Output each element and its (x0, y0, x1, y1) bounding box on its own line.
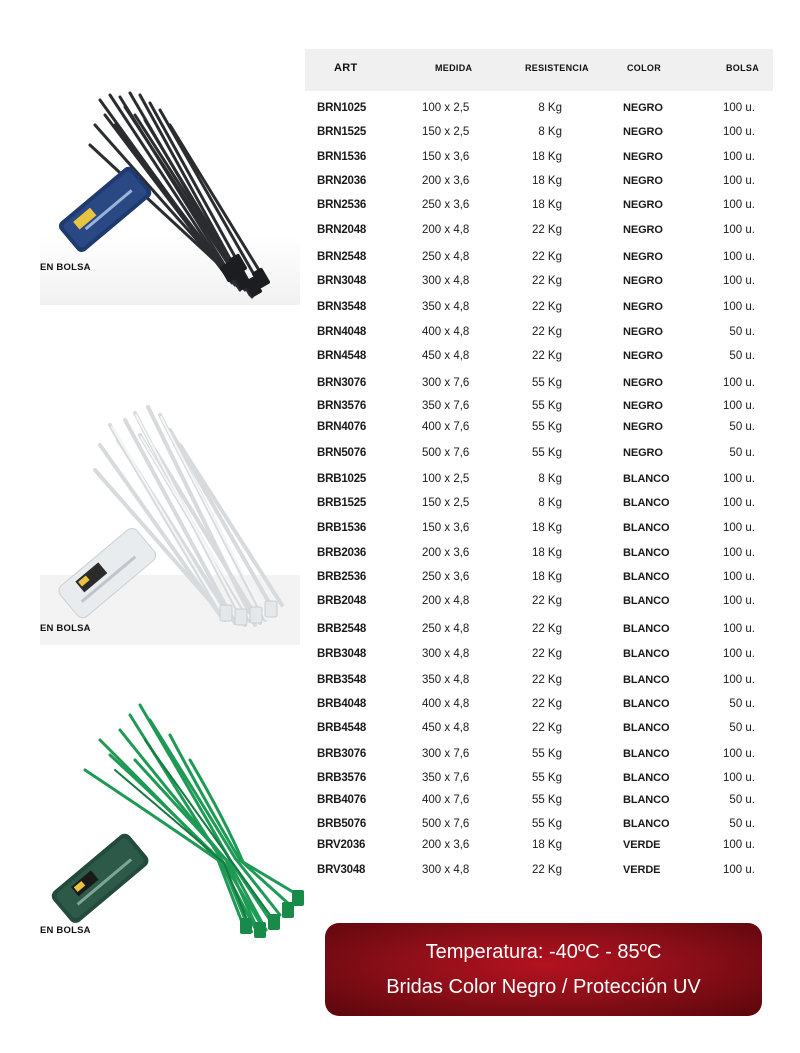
cell-color: BLANCO (623, 623, 670, 635)
cell-bolsa: 50 u. (729, 818, 755, 830)
cell-resistencia: 22 Kg (531, 623, 562, 635)
cell-resistencia: 18 Kg (531, 547, 562, 559)
cell-bolsa: 100 u. (723, 623, 755, 635)
cell-art: BRB2536 (317, 571, 367, 583)
cell-resistencia: 22 Kg (531, 722, 562, 734)
header-medida: MEDIDA (435, 63, 473, 73)
table-row (305, 326, 773, 344)
cell-resistencia: 8 Kg (538, 497, 562, 509)
cell-medida: 200 x 4,8 (422, 224, 470, 236)
table-row (305, 377, 773, 395)
cell-bolsa: 50 u. (729, 447, 755, 459)
banner-temperature: Temperatura: -40ºC - 85ºC (425, 941, 662, 963)
header-resistencia: RESISTENCIA (525, 63, 589, 73)
cell-resistencia: 22 Kg (531, 698, 562, 710)
cell-color: NEGRO (623, 251, 663, 263)
en-bolsa-label-black: EN BOLSA (40, 262, 91, 273)
cell-resistencia: 55 Kg (531, 377, 562, 389)
cell-bolsa: 100 u. (723, 674, 755, 686)
cell-art: BRB2548 (317, 623, 367, 635)
cell-color: BLANCO (623, 571, 670, 583)
cell-art: BRN3548 (317, 301, 367, 313)
cell-bolsa: 50 u. (729, 698, 755, 710)
table-row (305, 648, 773, 666)
cell-color: BLANCO (623, 473, 670, 485)
cell-color: NEGRO (623, 301, 663, 313)
cell-art: BRB1536 (317, 522, 367, 534)
cell-color: NEGRO (623, 326, 663, 338)
cell-resistencia: 18 Kg (531, 151, 562, 163)
table-row (305, 175, 773, 193)
cell-bolsa: 100 u. (723, 377, 755, 389)
cell-medida: 200 x 3,6 (422, 175, 470, 187)
cell-color: BLANCO (623, 547, 670, 559)
cell-art: BRN4548 (317, 350, 367, 362)
table-row (305, 722, 773, 740)
cell-color: BLANCO (623, 698, 670, 710)
cell-color: NEGRO (623, 350, 663, 362)
cell-color: VERDE (623, 839, 661, 851)
cell-bolsa: 50 u. (729, 421, 755, 433)
cell-medida: 400 x 4,8 (422, 326, 470, 338)
table-row (305, 350, 773, 368)
cell-art: BRN5076 (317, 447, 367, 459)
cell-color: BLANCO (623, 497, 670, 509)
cell-bolsa: 50 u. (729, 794, 755, 806)
cell-resistencia: 55 Kg (531, 818, 562, 830)
cell-color: BLANCO (623, 722, 670, 734)
cell-resistencia: 22 Kg (531, 350, 562, 362)
cell-art: BRB4548 (317, 722, 367, 734)
black-cable-ties-photo (40, 85, 300, 310)
cell-medida: 450 x 4,8 (422, 722, 470, 734)
en-bolsa-label-green: EN BOLSA (40, 925, 91, 936)
cell-art: BRB5076 (317, 818, 367, 830)
cell-medida: 400 x 4,8 (422, 698, 470, 710)
table-row (305, 473, 773, 491)
table-row (305, 839, 773, 857)
cell-art: BRB4076 (317, 794, 367, 806)
cell-color: BLANCO (623, 648, 670, 660)
table-row (305, 794, 773, 812)
cell-medida: 250 x 4,8 (422, 623, 470, 635)
info-banner (325, 923, 762, 1016)
cell-medida: 150 x 3,6 (422, 522, 470, 534)
cell-color: NEGRO (623, 199, 663, 211)
cell-resistencia: 22 Kg (531, 864, 562, 876)
table-row (305, 818, 773, 836)
cell-medida: 350 x 7,6 (422, 772, 470, 784)
cell-art: BRN1536 (317, 151, 367, 163)
cell-resistencia: 55 Kg (531, 400, 562, 412)
cell-resistencia: 55 Kg (531, 772, 562, 784)
cell-resistencia: 18 Kg (531, 522, 562, 534)
cell-medida: 250 x 3,6 (422, 199, 470, 211)
cell-color: NEGRO (623, 151, 663, 163)
cell-bolsa: 100 u. (723, 864, 755, 876)
cell-resistencia: 22 Kg (531, 674, 562, 686)
cell-bolsa: 100 u. (723, 522, 755, 534)
cell-bolsa: 100 u. (723, 547, 755, 559)
cell-resistencia: 55 Kg (531, 421, 562, 433)
cell-color: VERDE (623, 864, 661, 876)
cell-medida: 150 x 2,5 (422, 497, 470, 509)
cell-medida: 250 x 3,6 (422, 571, 470, 583)
cell-resistencia: 18 Kg (531, 571, 562, 583)
cell-art: BRB1525 (317, 497, 367, 509)
cell-color: NEGRO (623, 175, 663, 187)
cell-resistencia: 8 Kg (538, 473, 562, 485)
table-row (305, 698, 773, 716)
cell-art: BRN2036 (317, 175, 367, 187)
cell-color: BLANCO (623, 772, 670, 784)
table-row (305, 595, 773, 613)
cell-medida: 300 x 7,6 (422, 748, 470, 760)
cell-color: NEGRO (623, 377, 663, 389)
table-row (305, 497, 773, 515)
cell-medida: 200 x 4,8 (422, 595, 470, 607)
cell-bolsa: 100 u. (723, 400, 755, 412)
table-row (305, 748, 773, 766)
cell-art: BRB2048 (317, 595, 367, 607)
cell-bolsa: 50 u. (729, 350, 755, 362)
cell-medida: 300 x 4,8 (422, 648, 470, 660)
table-row (305, 421, 773, 439)
cell-bolsa: 100 u. (723, 151, 755, 163)
cell-resistencia: 22 Kg (531, 301, 562, 313)
cell-color: NEGRO (623, 275, 663, 287)
en-bolsa-label-white: EN BOLSA (40, 623, 91, 634)
cell-resistencia: 22 Kg (531, 224, 562, 236)
table-row (305, 102, 773, 120)
cell-resistencia: 22 Kg (531, 595, 562, 607)
table-row (305, 623, 773, 641)
table-row (305, 199, 773, 217)
cell-medida: 100 x 2,5 (422, 473, 470, 485)
cell-color: NEGRO (623, 224, 663, 236)
cell-bolsa: 100 u. (723, 199, 755, 211)
table-header (305, 49, 773, 91)
cell-medida: 500 x 7,6 (422, 818, 470, 830)
cell-bolsa: 100 u. (723, 595, 755, 607)
table-row (305, 275, 773, 293)
cell-resistencia: 22 Kg (531, 251, 562, 263)
cell-bolsa: 100 u. (723, 748, 755, 760)
cell-bolsa: 100 u. (723, 251, 755, 263)
cell-bolsa: 100 u. (723, 175, 755, 187)
cell-medida: 200 x 3,6 (422, 839, 470, 851)
cell-art: BRN3076 (317, 377, 367, 389)
cell-art: BRN3576 (317, 400, 367, 412)
cell-art: BRN1525 (317, 126, 367, 138)
cell-art: BRB1025 (317, 473, 367, 485)
table-row (305, 547, 773, 565)
table-row (305, 447, 773, 465)
cell-art: BRB4048 (317, 698, 367, 710)
cell-resistencia: 22 Kg (531, 275, 562, 287)
cell-art: BRV2036 (317, 839, 366, 851)
green-cable-ties-photo (40, 700, 310, 950)
cell-medida: 350 x 4,8 (422, 674, 470, 686)
cell-medida: 400 x 7,6 (422, 794, 470, 806)
cell-art: BRV3048 (317, 864, 366, 876)
cell-bolsa: 100 u. (723, 648, 755, 660)
cell-color: BLANCO (623, 674, 670, 686)
cell-art: BRN3048 (317, 275, 367, 287)
cell-bolsa: 100 u. (723, 473, 755, 485)
table-row (305, 224, 773, 242)
table-row (305, 400, 773, 418)
cell-bolsa: 100 u. (723, 571, 755, 583)
cell-medida: 300 x 4,8 (422, 275, 470, 287)
cell-resistencia: 8 Kg (538, 102, 562, 114)
cell-art: BRB3076 (317, 748, 367, 760)
cell-bolsa: 100 u. (723, 102, 755, 114)
header-bolsa: BOLSA (726, 63, 759, 73)
cell-bolsa: 100 u. (723, 301, 755, 313)
cell-resistencia: 18 Kg (531, 175, 562, 187)
cell-color: BLANCO (623, 595, 670, 607)
table-row (305, 674, 773, 692)
cell-art: BRN2536 (317, 199, 367, 211)
white-cable-ties-photo (40, 395, 300, 645)
cell-art: BRB3576 (317, 772, 367, 784)
cell-art: BRB3048 (317, 648, 367, 660)
banner-description: Bridas Color Negro / Protección UV (386, 976, 701, 998)
table-row (305, 571, 773, 589)
header-color: COLOR (627, 63, 661, 73)
cell-resistencia: 22 Kg (531, 648, 562, 660)
cell-medida: 500 x 7,6 (422, 447, 470, 459)
cell-color: BLANCO (623, 748, 670, 760)
cell-color: BLANCO (623, 818, 670, 830)
table-row (305, 864, 773, 882)
cell-medida: 350 x 4,8 (422, 301, 470, 313)
table-row (305, 301, 773, 319)
table-row (305, 126, 773, 144)
cell-bolsa: 100 u. (723, 772, 755, 784)
cell-color: BLANCO (623, 794, 670, 806)
cell-resistencia: 18 Kg (531, 839, 562, 851)
cell-art: BRN1025 (317, 102, 367, 114)
cell-medida: 450 x 4,8 (422, 350, 470, 362)
table-row (305, 251, 773, 269)
cell-color: BLANCO (623, 522, 670, 534)
cell-medida: 200 x 3,6 (422, 547, 470, 559)
cell-color: NEGRO (623, 447, 663, 459)
cell-medida: 400 x 7,6 (422, 421, 470, 433)
cell-art: BRB3548 (317, 674, 367, 686)
cell-color: NEGRO (623, 400, 663, 412)
cell-bolsa: 100 u. (723, 839, 755, 851)
cell-medida: 350 x 7,6 (422, 400, 470, 412)
cell-resistencia: 55 Kg (531, 794, 562, 806)
header-art: ART (334, 62, 358, 74)
cell-medida: 150 x 2,5 (422, 126, 470, 138)
cell-bolsa: 50 u. (729, 722, 755, 734)
cell-resistencia: 55 Kg (531, 447, 562, 459)
cell-bolsa: 100 u. (723, 275, 755, 287)
cell-resistencia: 8 Kg (538, 126, 562, 138)
cell-color: NEGRO (623, 421, 663, 433)
cell-bolsa: 100 u. (723, 126, 755, 138)
cell-color: NEGRO (623, 102, 663, 114)
cell-art: BRN2548 (317, 251, 367, 263)
table-row (305, 151, 773, 169)
cell-medida: 150 x 3,6 (422, 151, 470, 163)
cell-bolsa: 100 u. (723, 224, 755, 236)
cell-bolsa: 100 u. (723, 497, 755, 509)
cell-art: BRN4048 (317, 326, 367, 338)
cell-art: BRN2048 (317, 224, 367, 236)
cell-art: BRB2036 (317, 547, 367, 559)
cell-medida: 100 x 2,5 (422, 102, 470, 114)
cell-resistencia: 22 Kg (531, 326, 562, 338)
cell-bolsa: 50 u. (729, 326, 755, 338)
cell-resistencia: 18 Kg (531, 199, 562, 211)
cell-medida: 250 x 4,8 (422, 251, 470, 263)
table-row (305, 772, 773, 790)
table-row (305, 522, 773, 540)
cell-resistencia: 55 Kg (531, 748, 562, 760)
cell-medida: 300 x 7,6 (422, 377, 470, 389)
cell-color: NEGRO (623, 126, 663, 138)
cell-medida: 300 x 4,8 (422, 864, 470, 876)
cell-art: BRN4076 (317, 421, 367, 433)
